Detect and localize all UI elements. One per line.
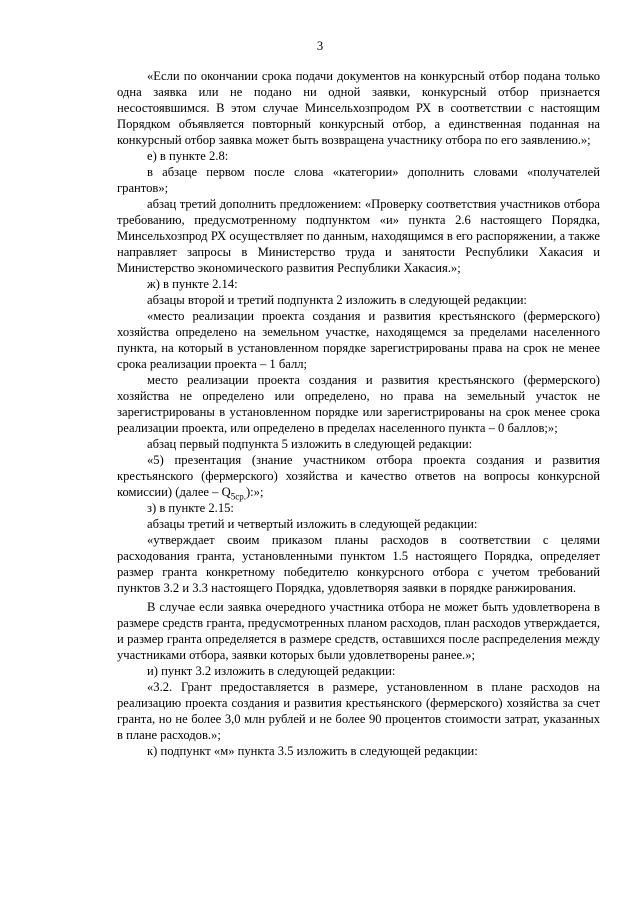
- paragraph-competition-failure: «Если по окончании срока подачи документов на конкурсный отбор подана только одна заявка или не подано ни одной заявки, конкурсный отбор признается несостоявшимся. В этом случае Минсельхозпродом РХ в соответствии с настоящим Порядком объявляется повторный конкурсный отбор, а единственная поданная на конкурсный отбор заявка может быть возвращена участнику отбора по его заявлению.»;: [117, 69, 600, 147]
- page-number: 3: [316, 39, 324, 53]
- paragraph-item-e: е) в пункте 2.8:: [147, 149, 229, 163]
- paragraph-item-z: з) в пункте 2.15:: [147, 501, 234, 515]
- paragraph-subitem-2: абзацы второй и третий подпункта 2 изложить в следующей редакции:: [147, 293, 527, 307]
- q5-tail: ):»;: [245, 485, 264, 499]
- paragraph-third-fourth: абзацы третий и четвертый изложить в следующей редакции:: [147, 517, 478, 531]
- paragraph-item-zh: ж) в пункте 2.14:: [147, 277, 238, 291]
- paragraph-next-participant: В случае если заявка очередного участника отбора не может быть удовлетворена в размере средств гранта, предусмотренных планом расходов, план расходов утверждается, и размер гранта определяется в размере средств, оставшихся после распределения между участниками отбора, заявки которых были удовлетворены ранее.»;: [117, 600, 600, 662]
- paragraph-approve-plans: «утверждает своим приказом планы расходов в соответствии с целями расходования гранта, установленными пунктом 1.5 настоящего Порядка, определяет размер гранта конкретному победителю конкурсного отбора с учетом требований пунктов 3.2 и 3.3 настоящего Порядка, удовлетворяя заявки в порядке ранжирования.: [117, 533, 600, 595]
- paragraph-place-outside: «место реализации проекта создания и развития крестьянского (фермерского) хозяйства определено на земельном участке, находящемся за пределами населенного пункта, на который в установленном порядке зарегистрированы права на срок не менее срока реализации проекта – 1 балл;: [117, 309, 600, 371]
- paragraph-grant-size: «3.2. Грант предоставляется в размере, установленном в плане расходов на реализацию проекта создания и развития крестьянского (фермерского) хозяйства за счет гранта, но не более 3,0 млн рублей и не более 90 процентов стоимости затрат, указанных в плане расходов.»;: [117, 680, 600, 742]
- paragraph-place-not-defined: место реализации проекта создания и развития крестьянского (фермерского) хозяйства не определено или определено, но права на земельный участок не зарегистрированы в установленном порядке или зарегистрированы на срок менее срока реализации проекта, или определено в пределах населенного пункта – 0 баллов;»;: [117, 373, 600, 435]
- paragraph-presentation-text: «5) презентация (знание участником отбора проекта создания и развития крестьянского (фермерского) хозяйства и качество ответов на вопросы конкурсной комиссии) (далее – Q: [117, 453, 600, 499]
- q5-subscript: 5ср.: [230, 491, 246, 502]
- paragraph-item-i: и) пункт 3.2 изложить в следующей редакции:: [147, 664, 396, 678]
- paragraph-third-abzac: абзац третий дополнить предложением: «Проверку соответствия участников отбора требованию, предусмотренному подпунктом «и» пункта 2.6 настоящего Порядка, Минсельхозпрод РХ осуществляет по данным, находящимся в его распоряжении, а также направляет запросы в Министерство труда и занятости Республики Хакасия и Министерство экономического развития Республики Хакасия.»;: [117, 197, 600, 275]
- paragraph-presentation: [117, 452, 600, 500]
- paragraph-item-k: к) подпункт «м» пункта 3.5 изложить в следующей редакции:: [147, 744, 478, 758]
- paragraph-subitem-5: абзац первый подпункта 5 изложить в следующей редакции:: [147, 437, 473, 451]
- document-body: [117, 68, 600, 759]
- paragraph-first-abzac: в абзаце первом после слова «категории» дополнить словами «получателей грантов»;: [117, 165, 600, 195]
